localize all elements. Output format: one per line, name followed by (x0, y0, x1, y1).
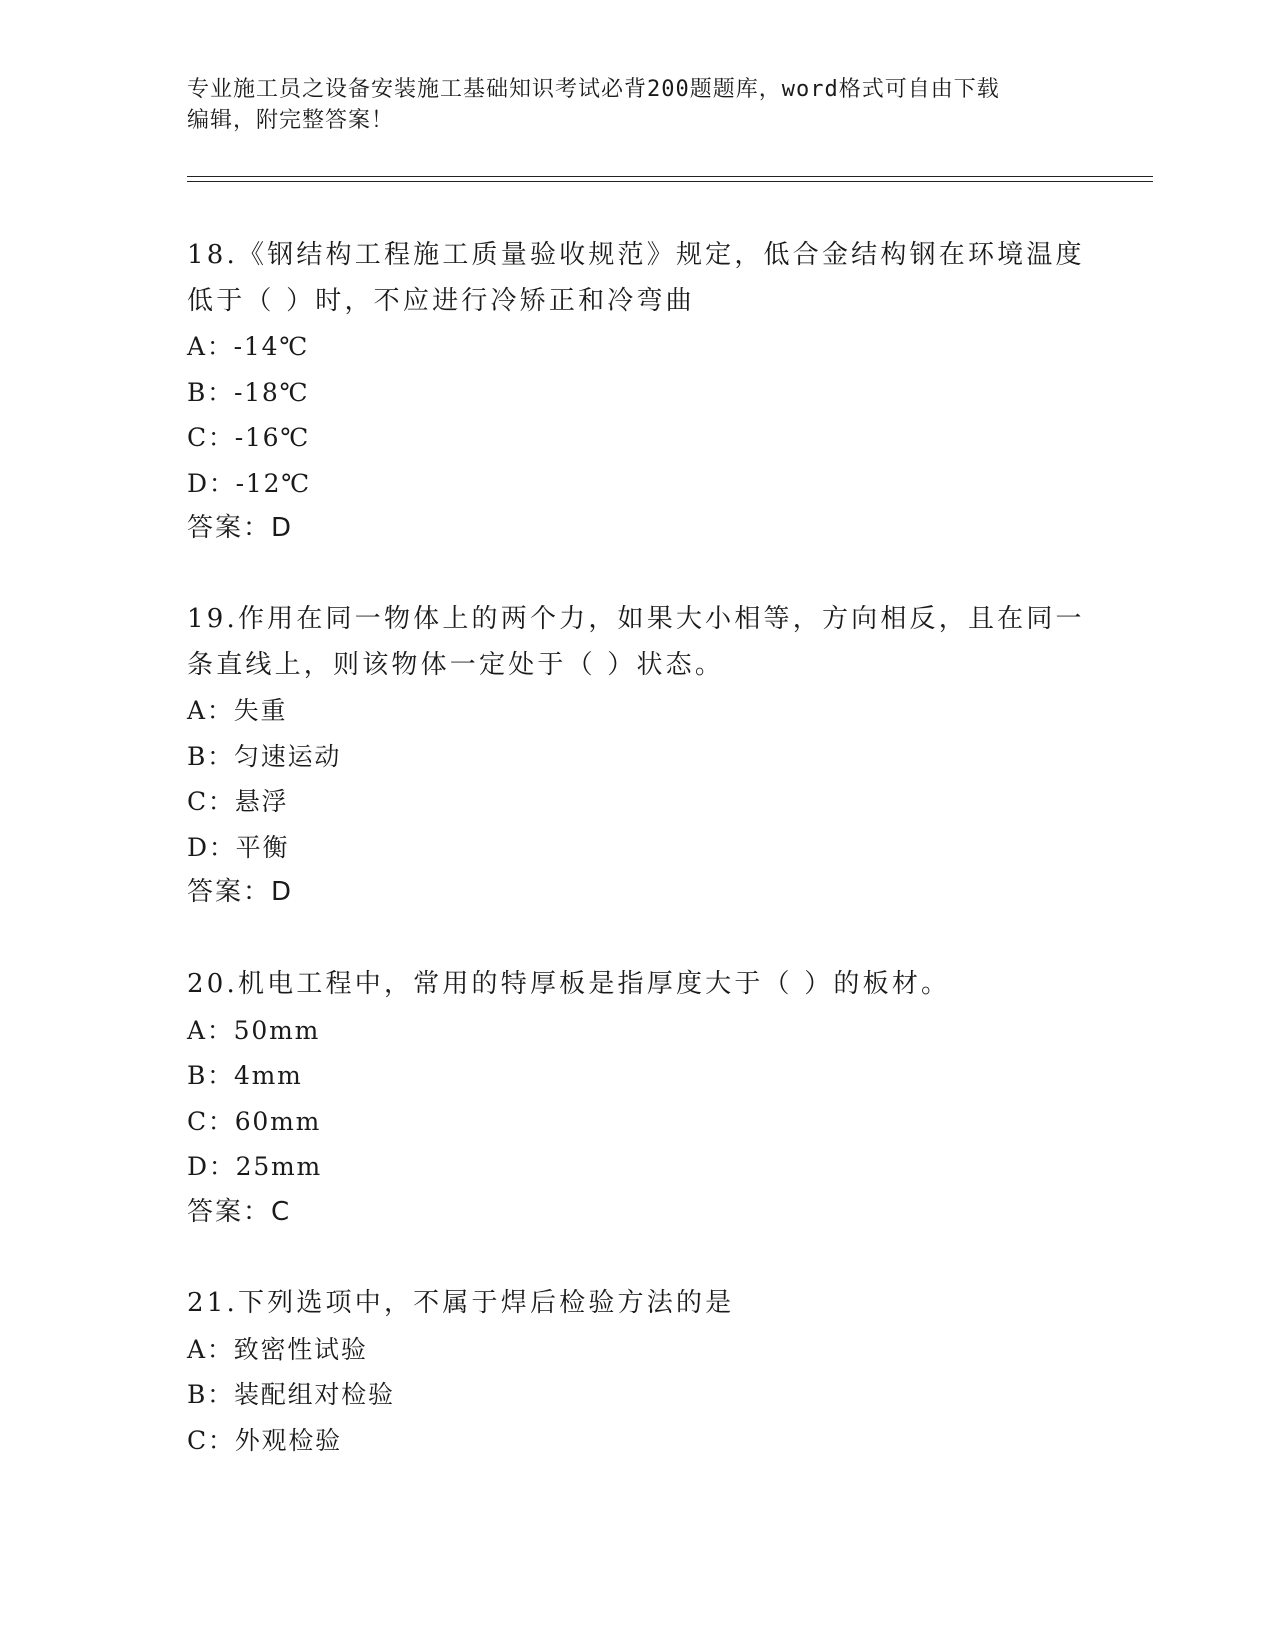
answer: 答案：C (187, 1196, 292, 1227)
option-a: A：致密性试验 (187, 1334, 368, 1364)
answer: 答案：D (187, 513, 294, 543)
question-stem-line-1: 18.《钢结构工程施工质量验收规范》规定，低合金结构钢在环境温度 (187, 240, 1085, 270)
question-19 (187, 597, 1087, 916)
answer: 答案：D (187, 877, 294, 907)
document-header (187, 74, 1067, 136)
question-18 (187, 233, 1087, 552)
option-c: C：60mm (187, 1106, 322, 1136)
option-b: B：-18℃ (187, 377, 310, 407)
option-a: A：失重 (187, 696, 288, 725)
option-c: C：悬浮 (187, 787, 289, 816)
question-21 (187, 1281, 1087, 1463)
header-divider-top (187, 176, 1153, 177)
question-20 (187, 962, 1087, 1235)
option-d: D：25mm (187, 1152, 323, 1181)
option-b: B：4mm (187, 1061, 303, 1090)
option-d: D：-12℃ (187, 468, 312, 498)
option-d: D：平衡 (187, 832, 290, 862)
question-stem-line-1: 21.下列选项中，不属于焊后检验方法的是 (187, 1288, 735, 1318)
header-divider-bottom (187, 181, 1153, 182)
option-b: B：装配组对检验 (187, 1380, 395, 1409)
question-stem-line-1: 19.作用在同一物体上的两个力，如果大小相等，方向相反，且在同一 (187, 604, 1085, 634)
option-a: A：50mm (187, 1015, 321, 1045)
question-stem-line-2: 低于（ ）时，不应进行冷矫正和冷弯曲 (187, 285, 695, 316)
question-stem-line-2: 条直线上，则该物体一定处于（ ）状态。 (187, 649, 725, 680)
option-c: C：外观检验 (187, 1425, 342, 1455)
option-a: A：-14℃ (187, 332, 310, 361)
header-line-2: 编辑，附完整答案！ (187, 108, 395, 133)
option-c: C：-16℃ (187, 423, 311, 452)
header-line-1: 专业施工员之设备安装施工基础知识考试必背200题题库，word格式可自由下载 (187, 77, 1000, 102)
option-b: B：匀速运动 (187, 741, 342, 771)
question-stem-line-1: 20.机电工程中，常用的特厚板是指厚度大于（ ）的板材。 (187, 969, 951, 999)
